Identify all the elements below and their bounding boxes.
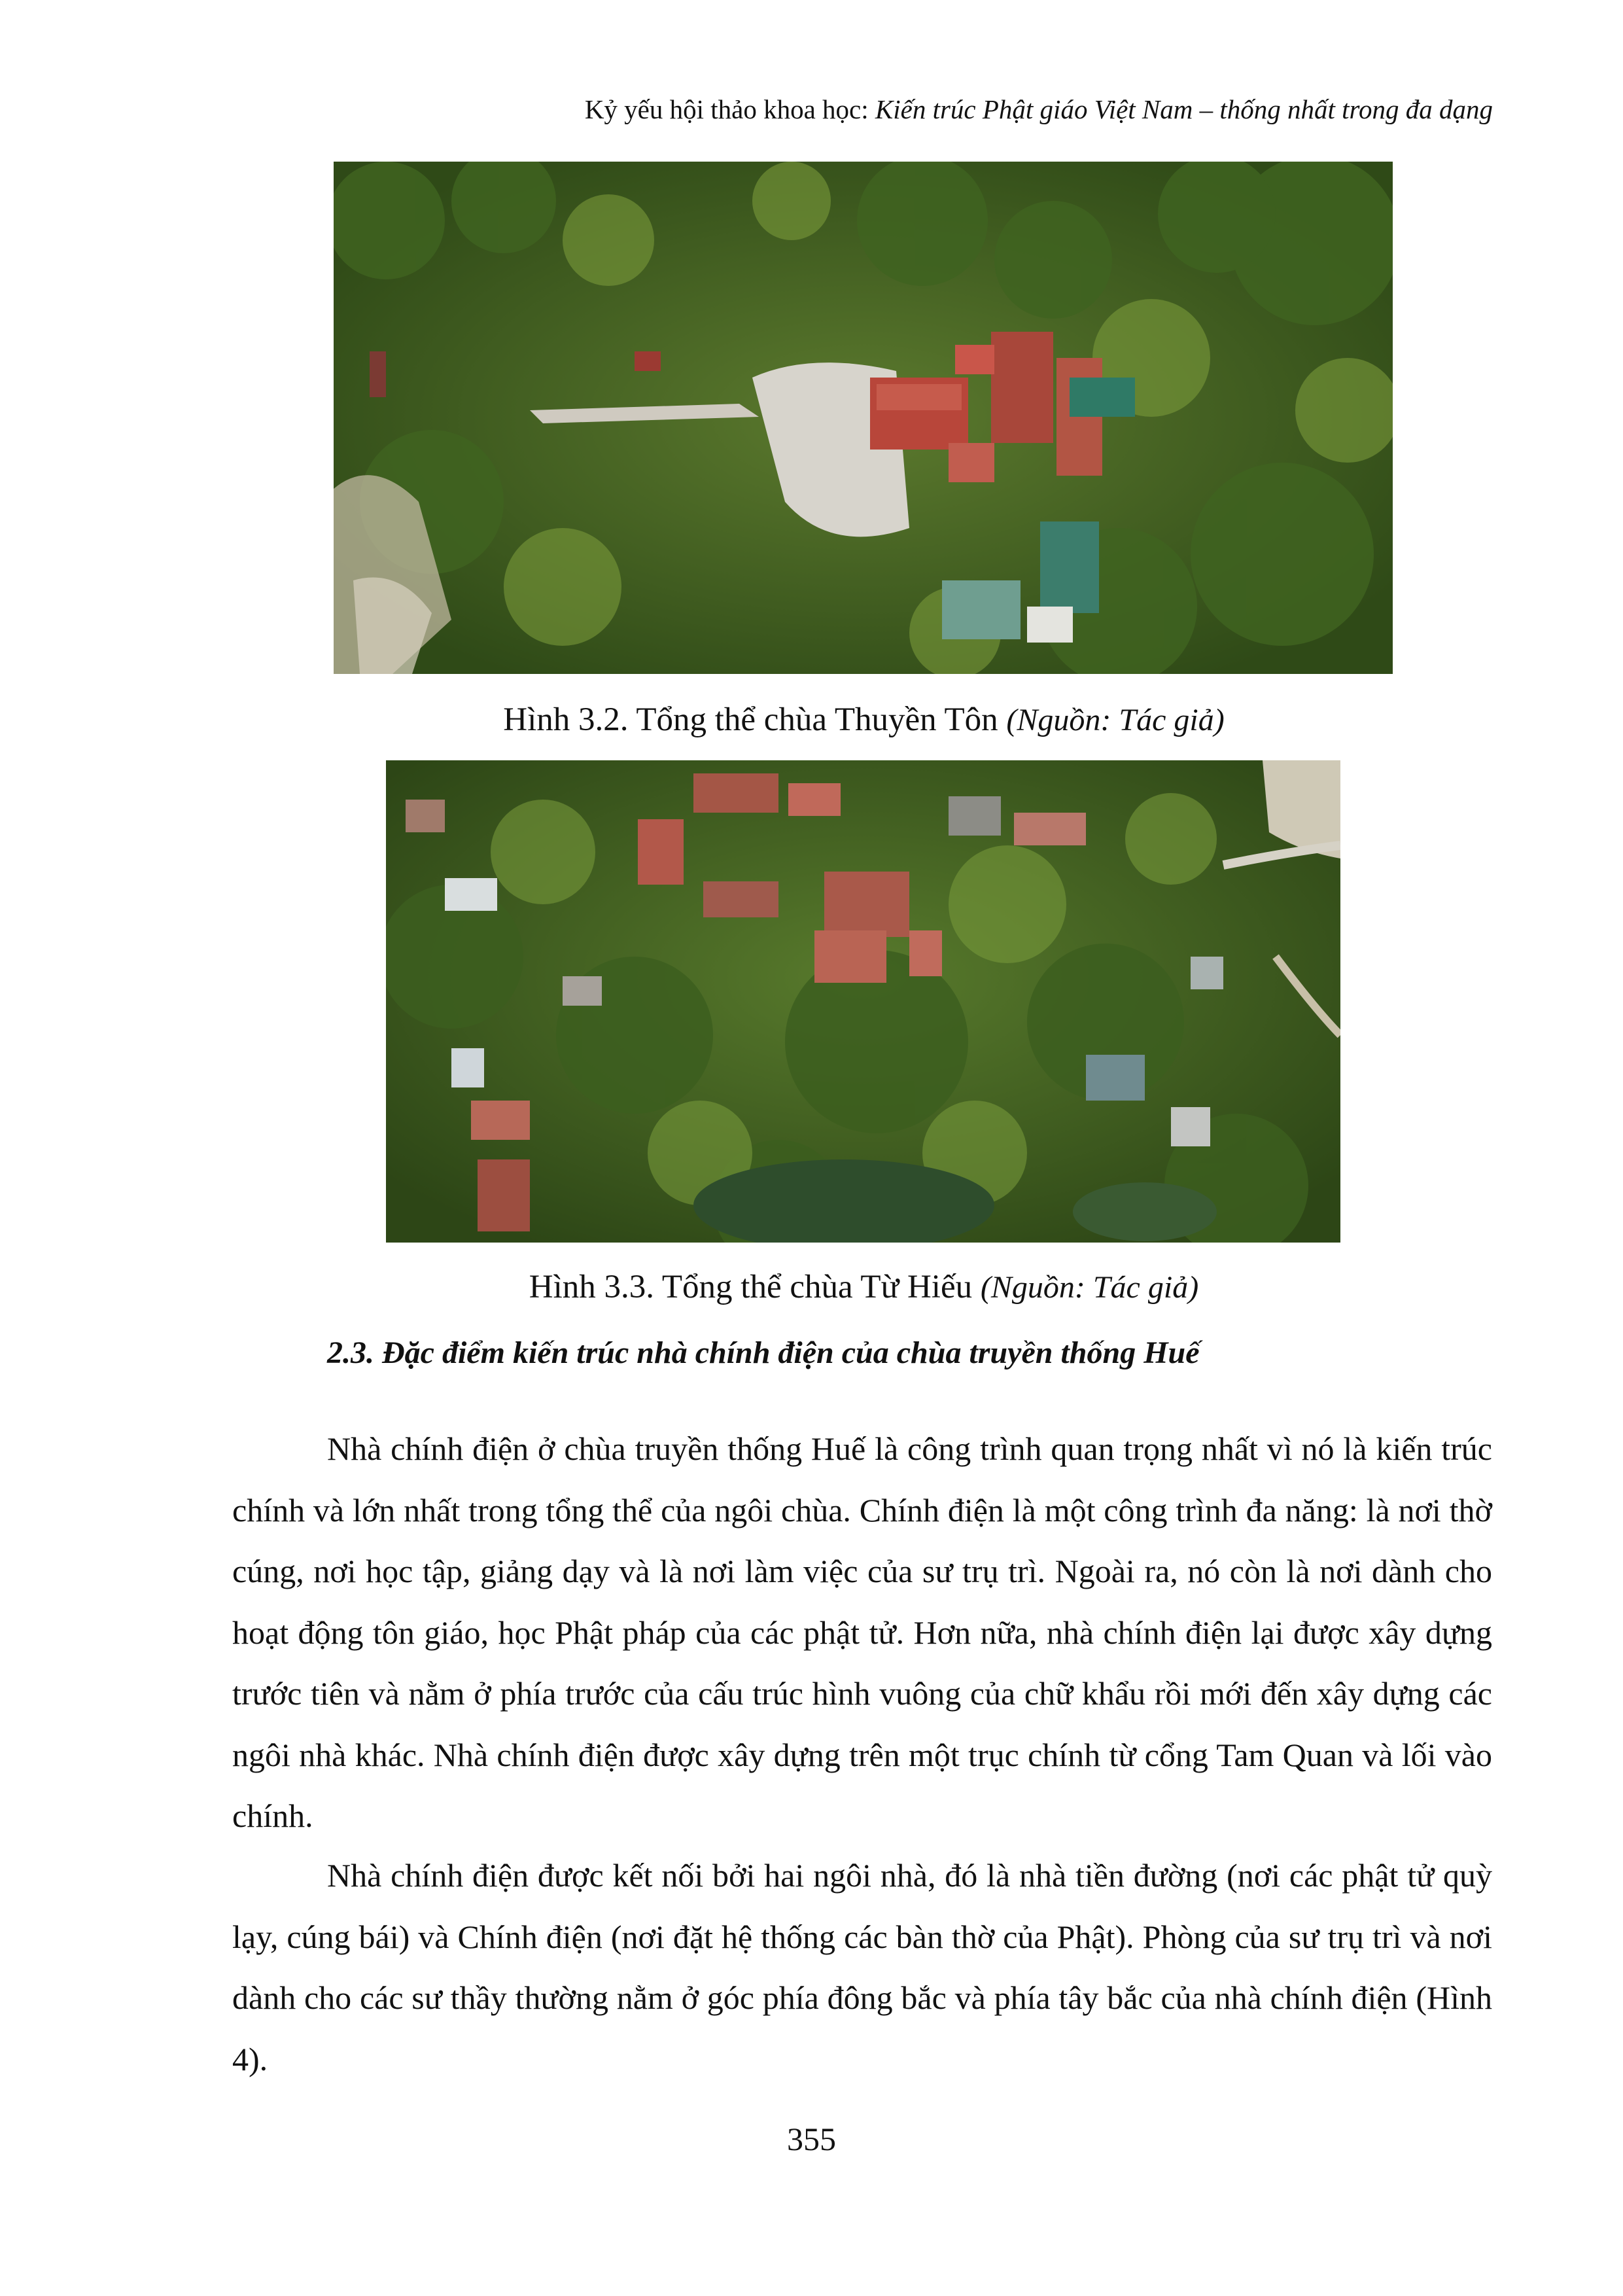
body-paragraph-2: Nhà chính điện được kết nối bởi hai ngôi nhà, đó là nhà tiền đường (nơi các phật tử quỳ lạy, cúng bái) và Chính điện (nơi đặt hệ thống các bàn thờ của Phật). Phòng của sư trụ trì và nơi dành cho các sư thầy thường nằm ở góc phía đông bắc và phía tây bắc của nhà chính điện (Hình 4).: [232, 1857, 1492, 2077]
figure-aerial-photo-tu-hieu: [386, 760, 1340, 1243]
figure-caption-1: [52, 700, 1623, 740]
figure-source: (Nguồn: Tác giả): [980, 1270, 1199, 1305]
header-prefix: Kỷ yếu hội thảo khoa học:: [584, 94, 875, 124]
page-number: 355: [787, 2121, 836, 2157]
section-heading: 2.3. Đặc điểm kiến trúc nhà chính điện của chùa truyền thống Huế: [327, 1335, 1200, 1370]
running-header: [585, 94, 1493, 126]
aerial-photo-tu-hieu: [386, 760, 1340, 1243]
figure-caption-text: Hình 3.3. Tổng thể chùa Từ Hiếu: [529, 1269, 981, 1305]
body-paragraph-1: Nhà chính điện ở chùa truyền thống Huế là công trình quan trọng nhất vì nó là kiến trúc chính và lớn nhất trong tổng thể của ngôi chùa. Chính điện là một công trình đa năng: là nơi thờ cúng, nơi học tập, giảng dạy và là nơi làm việc của sư trụ trì. Ngoài ra, nó còn là nơi dành cho hoạt động tôn giáo, học Phật pháp của các phật tử. Hơn nữa, nhà chính điện lại được xây dựng trước tiên và nằm ở phía trước của cấu trúc hình vuông của chữ khẩu rồi mới đến xây dựng các ngôi nhà khác. Nhà chính điện được xây dựng trên một trục chính từ cổng Tam Quan và lối vào chính.: [232, 1430, 1492, 1834]
figure-caption-text: Hình 3.2. Tổng thể chùa Thuyền Tôn: [503, 701, 1007, 738]
figure-aerial-photo-thuyen-ton: [334, 162, 1393, 674]
figure-caption-2: [52, 1267, 1623, 1307]
aerial-photo-thuyen-ton: [334, 162, 1393, 674]
header-title: Kiến trúc Phật giáo Việt Nam – thống nhất trong đa dạng: [875, 94, 1493, 124]
figure-source: (Nguồn: Tác giả): [1006, 703, 1225, 737]
